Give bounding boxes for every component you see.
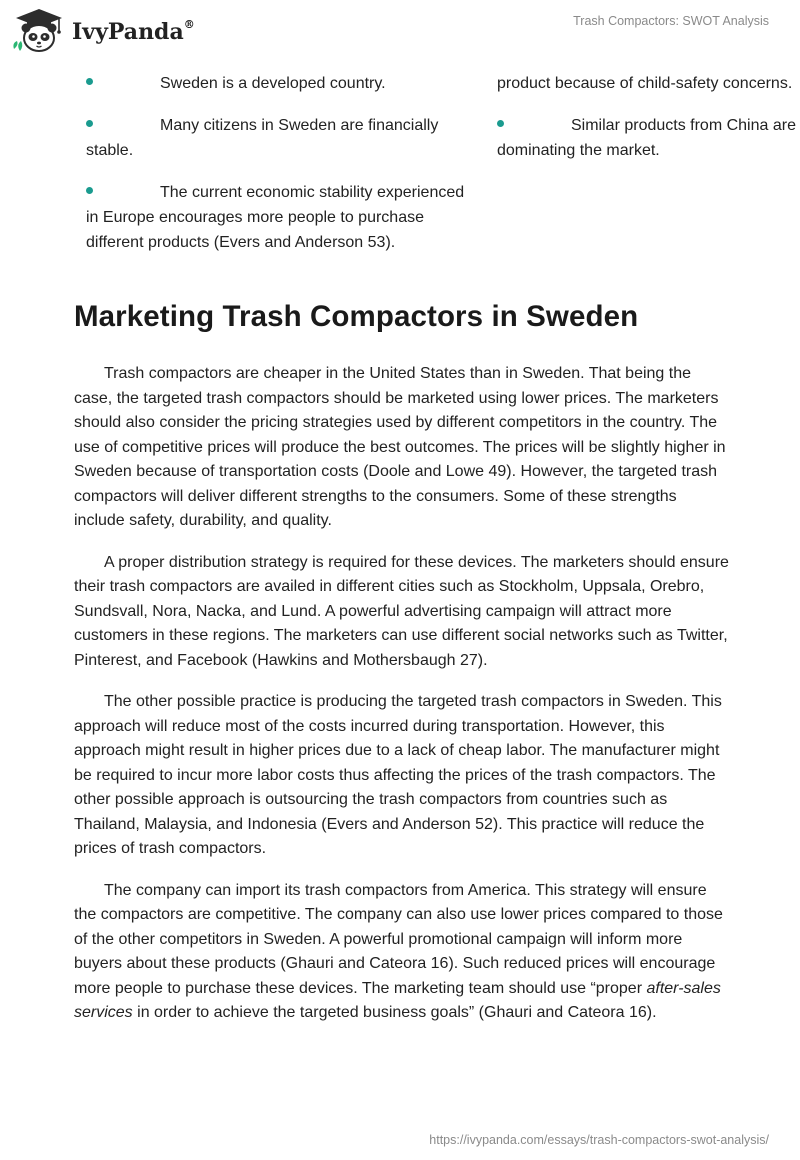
list-item-text: Many citizens in Sweden are financially stable.: [86, 117, 439, 159]
list-item-text: Sweden is a developed country.: [160, 75, 386, 92]
list-item-continuation: product because of child-safety concerns.: [497, 75, 793, 92]
list-item: [86, 113, 471, 163]
paragraph-text: The company can import its trash compactors from America. This strategy will ensure the compactors are competitive. The company can also use lower prices compared to those of the other competitors in Sweden. A powerful promotional campaign will inform more buyers about these products (Ghauri and Cateora 16). Such reduced prices will encourage more people to purchase these devices. The marketing team should use “proper: [74, 881, 723, 997]
bullet-dot-icon: [86, 187, 93, 194]
bullet-dot-icon: [497, 120, 504, 127]
source-url-link[interactable]: https://ivypanda.com/essays/trash-compactors-swot-analysis/: [429, 1133, 769, 1147]
section-heading: Marketing Trash Compactors in Sweden: [74, 300, 639, 333]
article-body: [74, 362, 729, 1043]
list-item: [86, 71, 471, 96]
list-item-text: Similar products from China are dominating the market.: [497, 117, 796, 159]
panda-graduate-icon: [10, 7, 68, 55]
document-title: Trash Compactors: SWOT Analysis: [573, 14, 769, 28]
emphasis-text: after-sales services: [74, 979, 721, 1021]
bullet-dot-icon: [86, 120, 93, 127]
paragraph: The other possible practice is producing the targeted trash compactors in Sweden. This approach will reduce most of the costs incurred during transportation. However, this approach might result in higher prices due to a lack of cheap labor. The manufacturer might be required to incur more labor costs thus affecting the prices of the trash compactors. The other possible approach is outsourcing the trash compactors from countries such as Thailand, Malaysia, and Indonesia (Evers and Anderson 52). This practice will reduce the prices of trash compactors.: [74, 693, 722, 857]
list-item: [497, 113, 800, 163]
opportunities-list: [86, 71, 471, 272]
paragraph: Trash compactors are cheaper in the United States than in Sweden. That being the case, the targeted trash compactors should be marketed using lower prices. The marketers should also consider the pricing strategies used by different competitors in the country. The use of competitive prices will produce the best outcomes. The prices will be slightly higher in Sweden because of transportation costs (Doole and Lowe 49). However, the targeted trash compactors will deliver different strengths to the consumers. Some of these strengths include safety, durability, and quality.: [74, 365, 726, 529]
paragraph-text: in order to achieve the targeted business goals” (Ghauri and Cateora 16).: [132, 1004, 657, 1021]
brand-name: IvyPanda®: [72, 17, 195, 45]
bullet-dot-icon: [86, 78, 93, 85]
paragraph: A proper distribution strategy is required for these devices. The marketers should ensure their trash compactors are availed in different cities such as Stockholm, Uppsala, Orebro, Sundsvall, Nora, Nacka, and Lund. A powerful advertising campaign will attract more customers in these regions. The marketers can use different social networks such as Twitter, Pinterest, and Facebook (Hawkins and Mothersbaugh 27).: [74, 553, 729, 669]
threats-list: [497, 71, 800, 180]
paragraph: [74, 879, 729, 1026]
brand-logo[interactable]: [10, 8, 195, 54]
registered-mark: ®: [183, 17, 195, 31]
list-item: [86, 180, 471, 255]
list-item-text: The current economic stability experienced in Europe encourages more people to purchase different products (Evers and Anderson 53).: [86, 184, 465, 251]
